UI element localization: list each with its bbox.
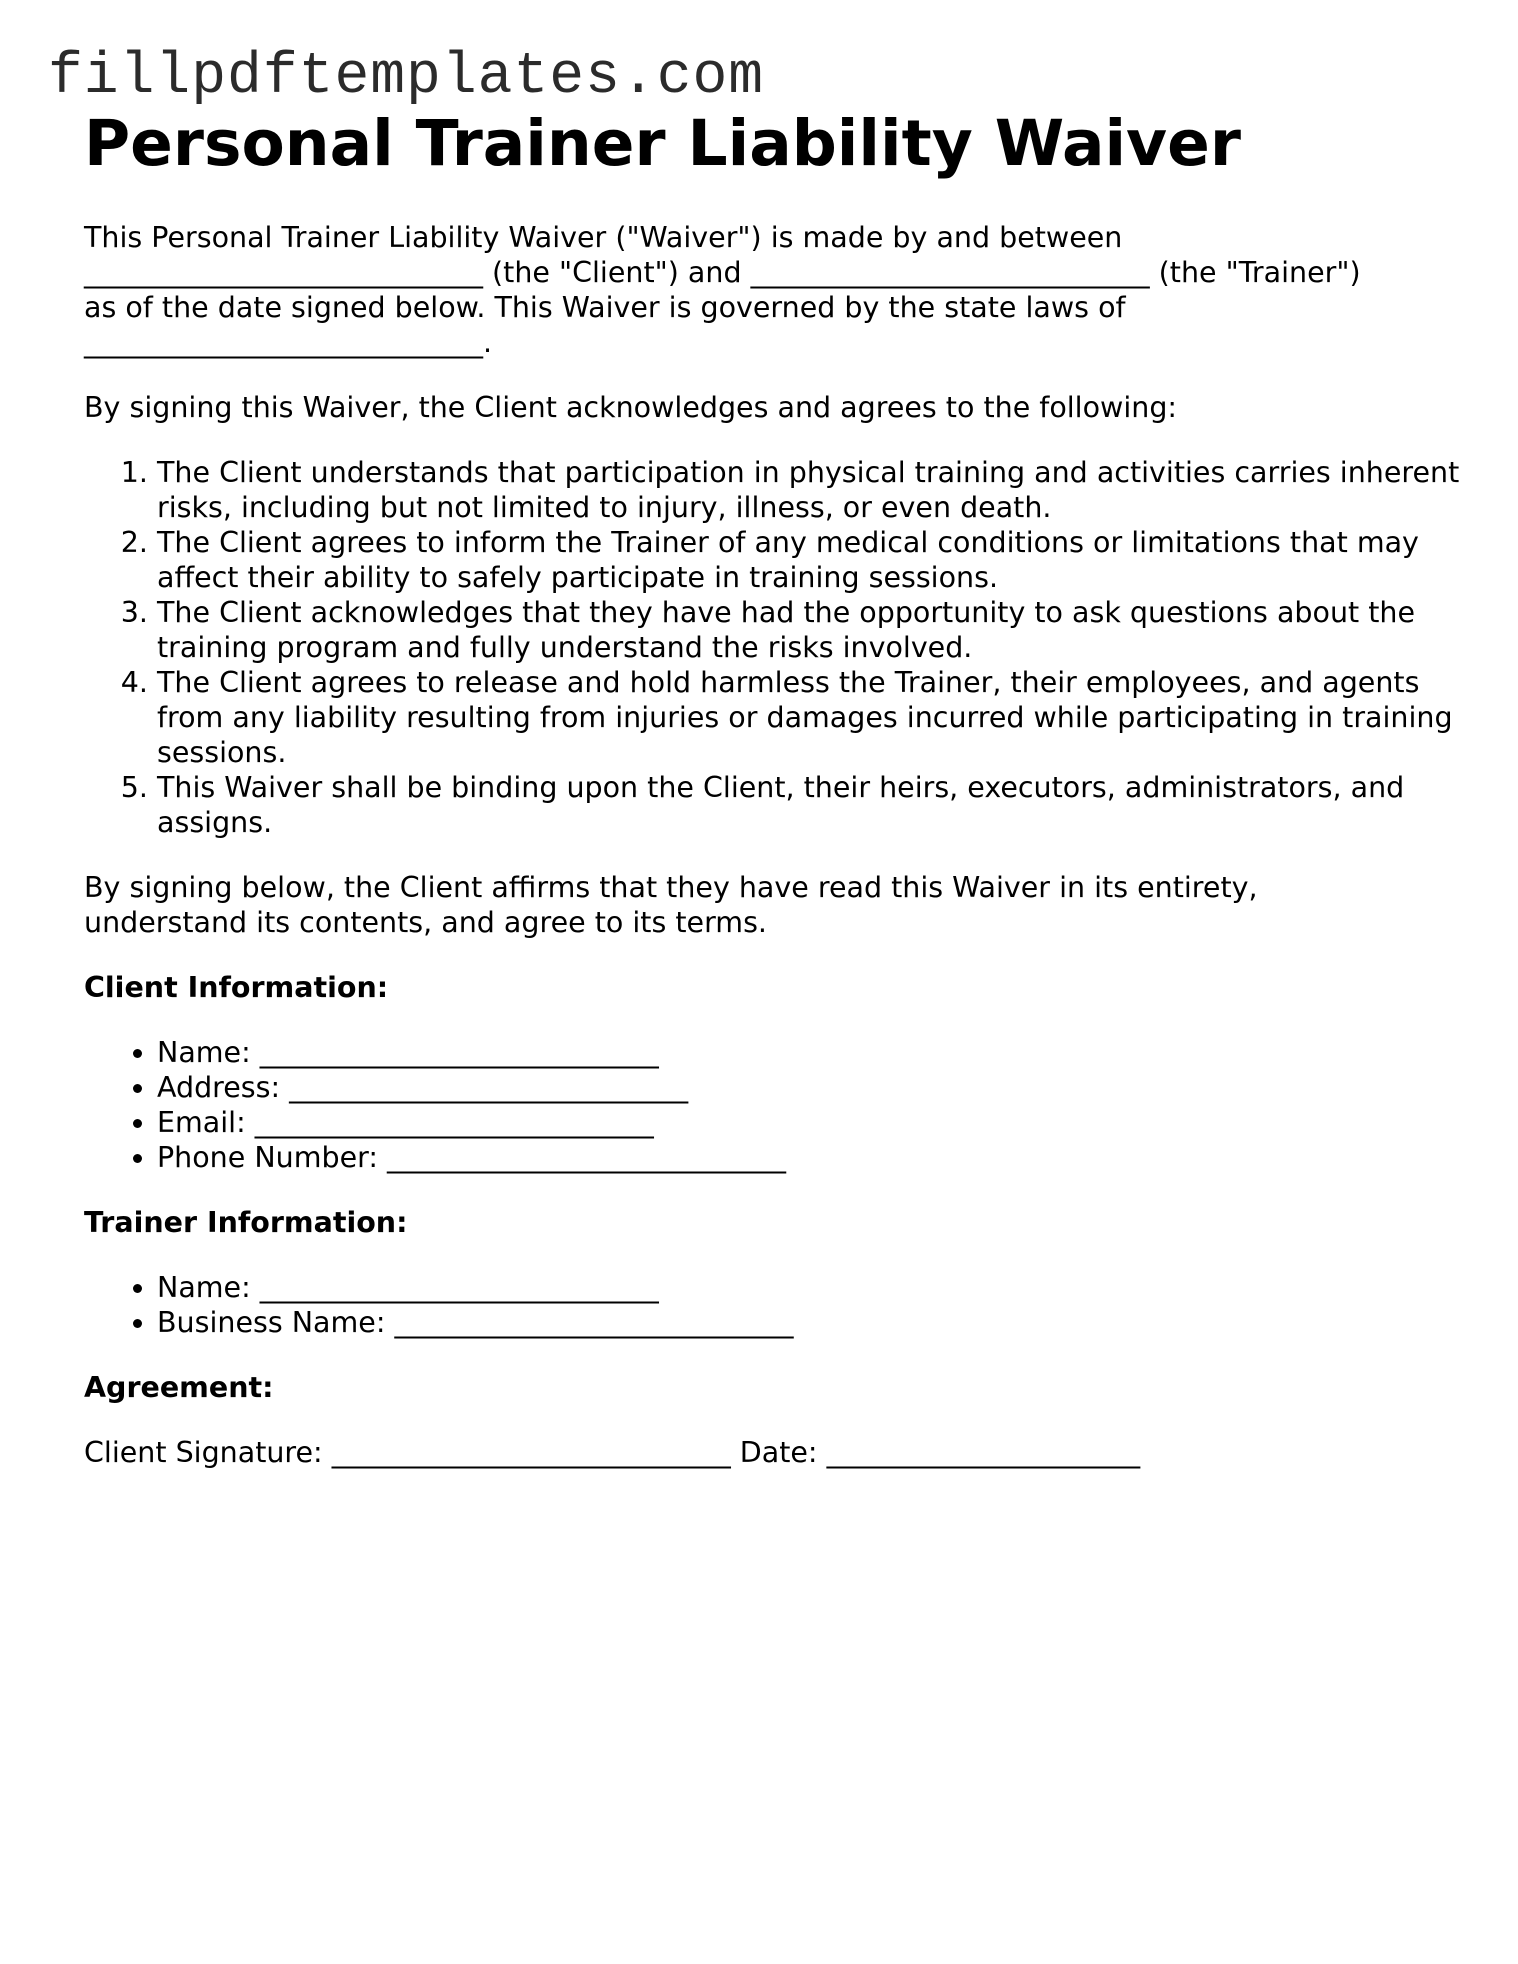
term-item: 5. This Waiver shall be binding upon the Client, their heirs, executors, administrators, and assigns. — [157, 770, 1487, 840]
client-address-field[interactable]: • Address: ____________________________ — [157, 1070, 1424, 1105]
trainer-business-name-field[interactable]: • Business Name: ____________________________ — [157, 1305, 1424, 1340]
client-information-heading: Client Information: — [84, 971, 389, 1004]
agreement-heading: Agreement: — [84, 1371, 274, 1404]
client-signature-label: Client Signature: — [84, 1436, 323, 1469]
trainer-information-heading: Trainer Information: — [84, 1206, 408, 1239]
watermark-text: fillpdftemplates.com — [48, 45, 765, 110]
client-phone-field[interactable]: • Phone Number: ____________________________ — [157, 1140, 1424, 1175]
document-title: Personal Trainer Liability Waiver — [84, 107, 1241, 180]
term-item: 1. The Client understands that participation in physical training and activities carries inherent risks, including but not limited to injury, illness, or even death. — [157, 455, 1487, 525]
client-information-list — [84, 1035, 1424, 1175]
intro-paragraph: This Personal Trainer Liability Waiver ("Waiver") is made by and between ____________________________ (the "Client") and ____________________________ (the "Trainer") as of the date signed below. This Waiver is governed by the state laws of ____________________________. — [84, 221, 1361, 359]
date-field[interactable]: ______________________ — [826, 1436, 1141, 1469]
signature-line — [84, 1435, 1424, 1470]
term-item: 4. The Client agrees to release and hold harmless the Trainer, their employees, and agents from any liability resulting from injuries or damages incurred while participating in training sessions. — [157, 665, 1487, 770]
term-item: 2. The Client agrees to inform the Trainer of any medical conditions or limitations that may affect their ability to safely participate in training sessions. — [157, 525, 1487, 595]
term-item: 3. The Client acknowledges that they have had the opportunity to ask questions about the training program and fully understand the risks involved. — [157, 595, 1487, 665]
client-email-field[interactable]: • Email: ____________________________ — [157, 1105, 1424, 1140]
trainer-information-list — [84, 1270, 1424, 1340]
trainer-name-field[interactable]: • Name: ____________________________ — [157, 1270, 1424, 1305]
client-name-field[interactable]: • Name: ____________________________ — [157, 1035, 1424, 1070]
affirmation-paragraph: By signing below, the Client affirms that they have read this Waiver in its entirety, understand its contents, and agree to its terms. — [84, 871, 1258, 939]
date-label: Date: — [739, 1436, 818, 1469]
client-signature-field[interactable]: ____________________________ — [331, 1436, 731, 1469]
document-page — [84, 106, 1460, 1470]
acknowledgement-lead: By signing this Waiver, the Client acknowledges and agrees to the following: — [84, 391, 1178, 424]
terms-list — [84, 455, 1487, 840]
